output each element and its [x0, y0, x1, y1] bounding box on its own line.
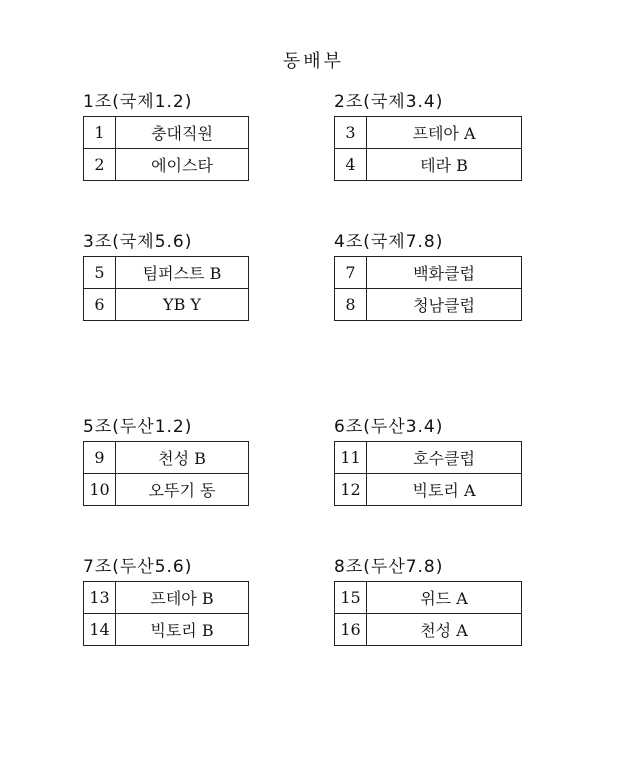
team-number: 2 — [84, 149, 116, 181]
table-row — [335, 289, 522, 321]
team-number: 14 — [84, 614, 116, 646]
group-label: 5조(두산1.2) — [83, 417, 193, 437]
group-label: 2조(국제3.4) — [334, 92, 444, 112]
table-row — [335, 474, 522, 506]
team-number: 6 — [84, 289, 116, 321]
team-table — [83, 581, 249, 646]
team-table — [334, 116, 522, 181]
table-row — [335, 257, 522, 289]
table-row — [335, 582, 522, 614]
table-row — [84, 442, 249, 474]
group-1 — [83, 90, 249, 181]
team-name: 빅토리 A — [367, 474, 522, 506]
page-title: 동배부 — [282, 51, 345, 72]
team-number: 9 — [84, 442, 116, 474]
table-row — [335, 149, 522, 181]
group-4 — [334, 230, 522, 321]
group-label: 1조(국제1.2) — [83, 92, 193, 112]
table-row — [84, 474, 249, 506]
table-row — [335, 117, 522, 149]
group-label: 4조(국제7.8) — [334, 232, 444, 252]
team-name: 프테아 A — [367, 117, 522, 149]
team-number: 13 — [84, 582, 116, 614]
team-number: 15 — [335, 582, 367, 614]
group-label: 7조(두산5.6) — [83, 557, 193, 577]
group-label: 3조(국제5.6) — [83, 232, 193, 252]
group-3 — [83, 230, 249, 321]
team-number: 16 — [335, 614, 367, 646]
table-row — [84, 582, 249, 614]
team-number: 8 — [335, 289, 367, 321]
team-name: 청남클럽 — [367, 289, 522, 321]
team-number: 11 — [335, 442, 367, 474]
table-row — [84, 149, 249, 181]
group-2 — [334, 90, 522, 181]
team-number: 5 — [84, 257, 116, 289]
group-5 — [83, 415, 249, 506]
team-table — [83, 116, 249, 181]
team-name: 충대직원 — [116, 117, 249, 149]
team-number: 10 — [84, 474, 116, 506]
table-row — [335, 442, 522, 474]
table-row — [84, 614, 249, 646]
team-name: YB Y — [116, 289, 249, 321]
team-name: 에이스타 — [116, 149, 249, 181]
group-7 — [83, 555, 249, 646]
group-6 — [334, 415, 522, 506]
table-row — [84, 117, 249, 149]
team-name: 팀퍼스트 B — [116, 257, 249, 289]
team-table — [334, 256, 522, 321]
team-table — [83, 256, 249, 321]
team-name: 오뚜기 동 — [116, 474, 249, 506]
table-row — [335, 614, 522, 646]
team-number: 7 — [335, 257, 367, 289]
team-number: 12 — [335, 474, 367, 506]
team-name: 프테아 B — [116, 582, 249, 614]
team-name: 천성 A — [367, 614, 522, 646]
team-table — [83, 441, 249, 506]
team-table — [334, 441, 522, 506]
table-row — [84, 289, 249, 321]
team-number: 3 — [335, 117, 367, 149]
group-8 — [334, 555, 522, 646]
table-row — [84, 257, 249, 289]
team-name: 천성 B — [116, 442, 249, 474]
group-label: 6조(두산3.4) — [334, 417, 444, 437]
team-table — [334, 581, 522, 646]
team-name: 테라 B — [367, 149, 522, 181]
team-name: 빅토리 B — [116, 614, 249, 646]
team-name: 호수클럽 — [367, 442, 522, 474]
group-label: 8조(두산7.8) — [334, 557, 444, 577]
team-name: 백화클럽 — [367, 257, 522, 289]
team-number: 4 — [335, 149, 367, 181]
team-number: 1 — [84, 117, 116, 149]
team-name: 위드 A — [367, 582, 522, 614]
